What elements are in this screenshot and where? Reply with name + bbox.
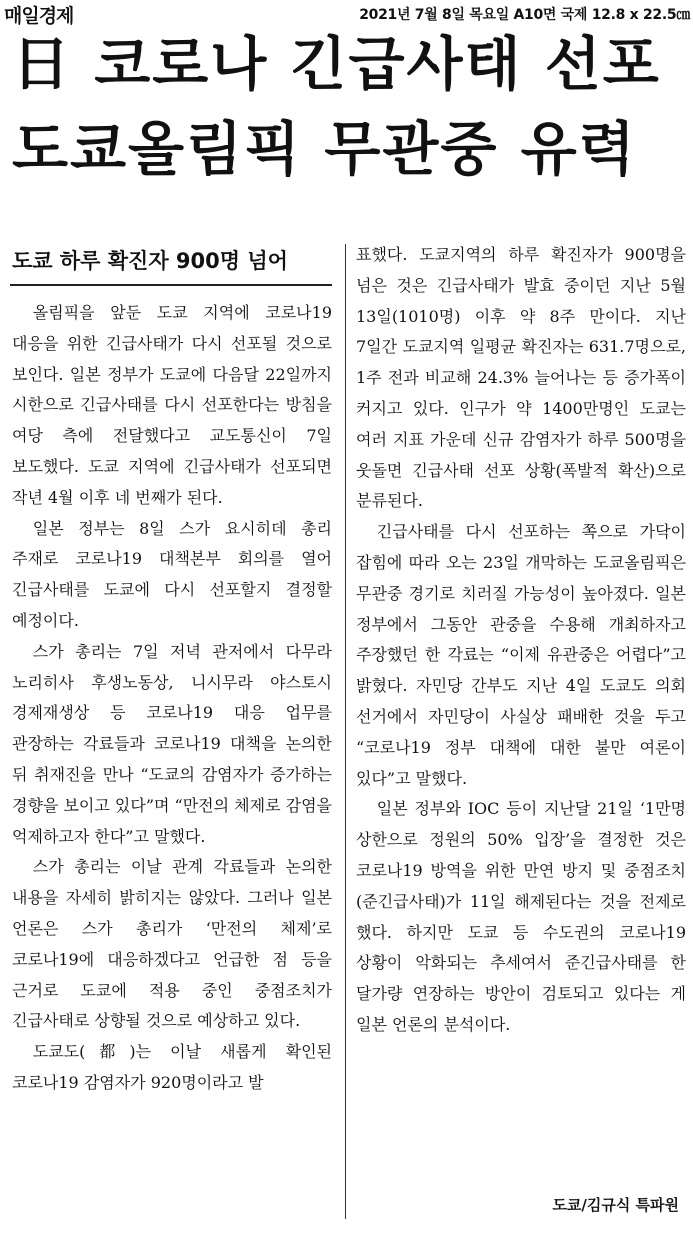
edition-info: 2021년 7월 8일 목요일 A10면 국제 12.8 x 22.5㎝ <box>359 7 690 23</box>
article-paragraph: 일본 정부와 IOC 등이 지난달 21일 ‘1만명 상한으로 정원의 50% 입장’을 결정한 것은 코로나19 방역을 위한 만연 방지 및 중점조치(준긴급사태)가 11일 해제된다는 것을 전제로 했다. 하지만 도쿄 등 수도권의 코로나19 상황이 악화되는 추세여서 준긴급사태를 한 달가량 연장하는 방안이 검토되고 있다는 게 일본 언론의 분석이다. <box>356 799 686 1034</box>
page-header <box>0 0 693 26</box>
article-paragraph: 도쿄도(都)는 이날 새롭게 확인된 코로나19 감염자가 920명이라고 발 <box>12 1042 332 1092</box>
article-paragraph: 긴급사태를 다시 선포하는 쪽으로 가닥이 잡힘에 따라 오는 23일 개막하는 도쿄올림픽은 무관중 경기로 치러질 가능성이 높아졌다. 일본 정부에서 그동안 관중을 수용해 개최하자고 주장했던 한 각료는 “이제 유관중은 어렵다”고 밝혔다. 자민당 간부도 지난 4일 도쿄도 의회 선거에서 자민당이 사실상 패배한 것을 두고 “코로나19 정부 대책에 대한 불만 여론이 있다”고 말했다. <box>356 522 686 788</box>
headline-line-2: 도쿄올림픽 무관중 유력 <box>12 115 637 183</box>
newspaper-name: 매일경제 <box>4 5 74 27</box>
headline-line-1: 日 코로나 긴급사태 선포 <box>12 30 661 98</box>
subheadline: 도쿄 하루 확진자 900명 넘어 <box>12 249 288 273</box>
byline: 도쿄/김규식 특파원 <box>552 1196 679 1214</box>
article-paragraph: 올림픽을 앞둔 도쿄 지역에 코로나19 대응을 위한 긴급사태가 다시 선포될 것으로 보인다. 일본 정부가 도쿄에 다음달 22일까지 시한으로 긴급사태를 다시 선포한다는 방침을 여당 측에 전달했다고 교도통신이 7일 보도했다. 도쿄 지역에 긴급사태가 선포되면 작년 4월 이후 네 번째가 된다. <box>12 303 332 507</box>
article-paragraph: 일본 정부는 8일 스가 요시히데 총리 주재로 코로나19 대책본부 회의를 열어 긴급사태를 도쿄에 다시 선포할지 결정할 예정이다. <box>12 518 332 630</box>
article-paragraph: 스가 총리는 이날 관계 각료들과 논의한 내용을 자세히 밝히지는 않았다. 그러나 일본 언론은 스가 총리가 ‘만전의 체제’로 코로나19에 대응하겠다고 언급한 점 등을 근거로 도쿄에 적용 중인 중점조치가 긴급사태로 상향될 것으로 예상하고 있다. <box>12 857 332 1031</box>
column-divider <box>345 244 346 1219</box>
article-column-right <box>356 240 686 1230</box>
article-paragraph: 표했다. 도쿄지역의 하루 확진자가 900명을 넘은 것은 긴급사태가 발효 중이던 지난 5월 13일(1010명) 이후 약 8주 만이다. 지난 7일간 도쿄지역 일평균 확진자는 631.7명으로, 1주 전과 비교해 24.3% 늘어나는 등 증가폭이 커지고 있다. 인구가 약 1400만명인 도쿄는 여러 지표 가운데 신규 감염자가 하루 500명을 웃돌면 긴급사태 선포 상황(폭발적 확산)으로 분류된다. <box>356 245 686 511</box>
subheadline-rule <box>10 284 332 286</box>
article-column-left <box>12 298 332 1228</box>
article-paragraph: 스가 총리는 7일 저녁 관저에서 다무라 노리히사 후생노동상, 니시무라 야스토시 경제재생상 등 코로나19 대응 업무를 관장하는 각료들과 코로나19 대책을 논의한 뒤 취재진을 만나 “도쿄의 감염자가 증가하는 경향을 보이고 있다”며 “만전의 체제로 감염을 억제하고자 한다”고 말했다. <box>12 641 332 846</box>
